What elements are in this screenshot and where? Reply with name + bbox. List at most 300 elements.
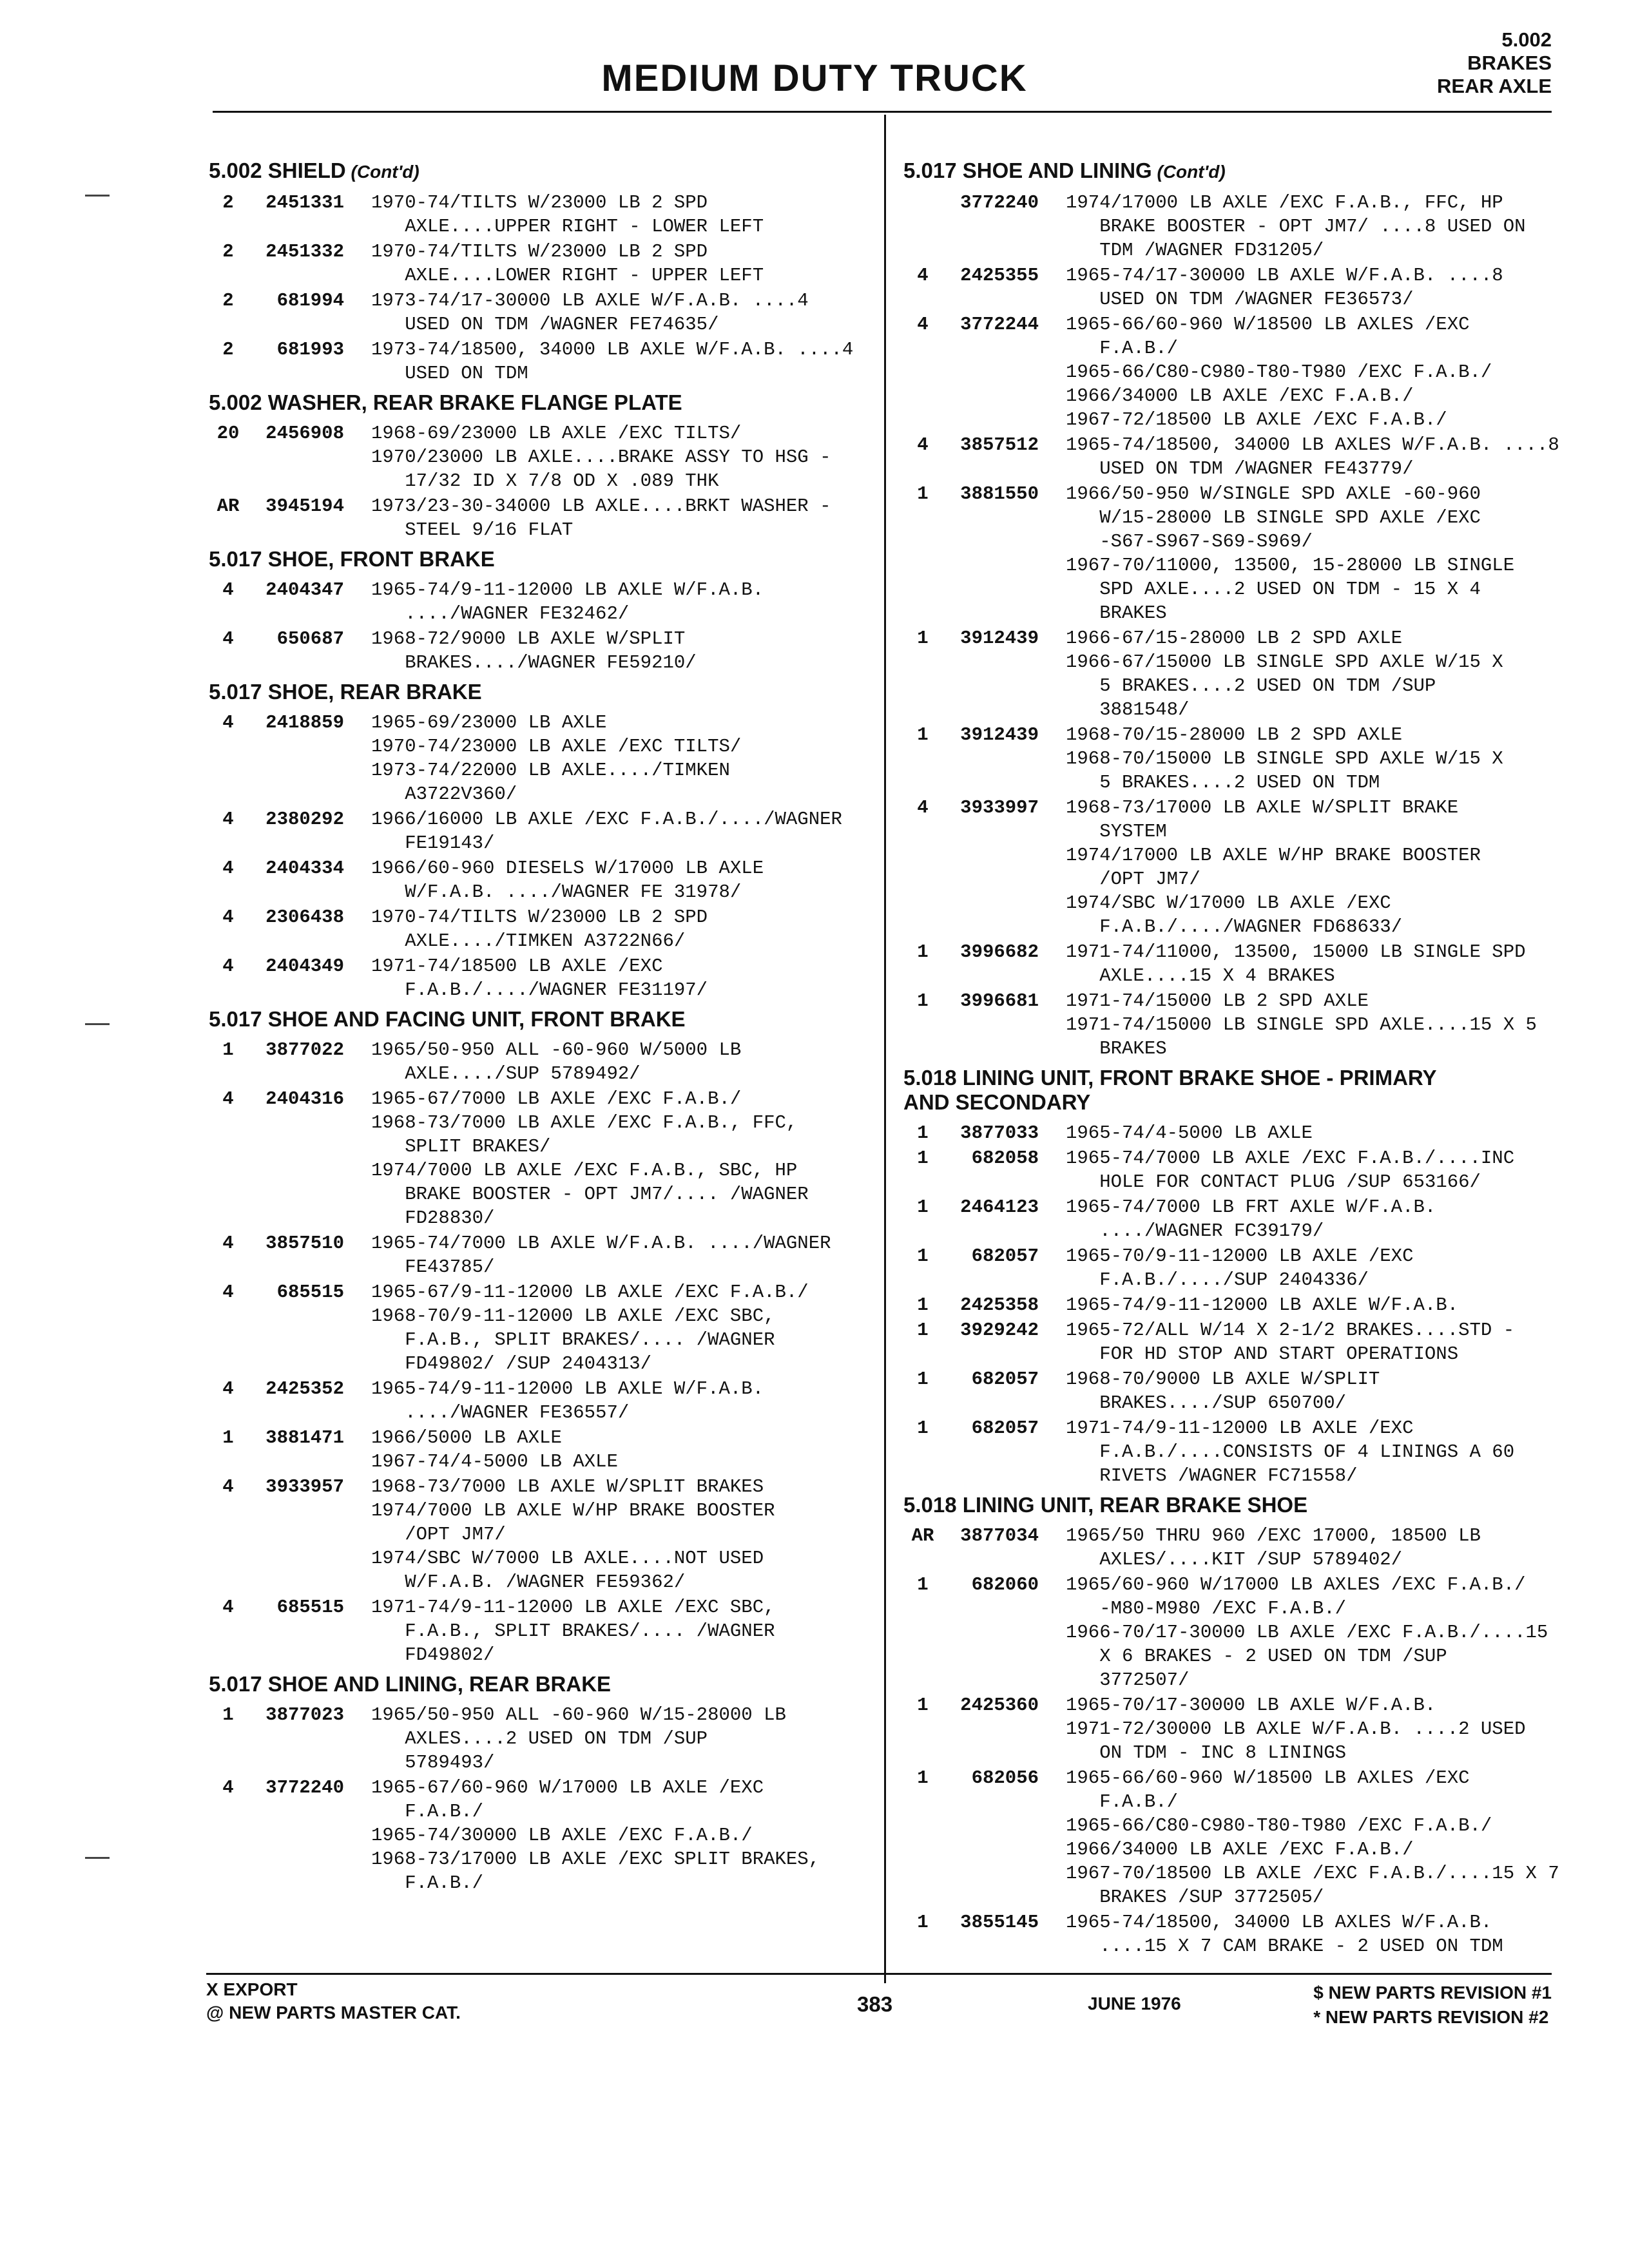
description-line: 1974/7000 LB AXLE W/HP BRAKE BOOSTER — [371, 1500, 775, 1521]
part-entry — [209, 1377, 872, 1425]
description-line: ..../WAGNER FC39179/ — [1066, 1220, 1324, 1242]
part-number: 2418859 — [265, 712, 344, 733]
part-description — [1066, 796, 1548, 939]
description-line: /OPT JM7/ — [371, 1524, 506, 1545]
part-number: 685515 — [276, 1282, 344, 1303]
legend-revision-2: * NEW PARTS REVISION #2 — [1313, 2007, 1549, 2027]
quantity: 1 — [917, 724, 929, 745]
description-line: FE19143/ — [371, 832, 495, 854]
description-line: 1968-70/9-11-12000 LB AXLE /EXC SBC, — [371, 1305, 775, 1327]
part-description — [1066, 1367, 1548, 1415]
description-line: 1968-73/17000 LB AXLE W/SPLIT BRAKE — [1066, 797, 1459, 818]
part-number: 3929242 — [960, 1320, 1039, 1341]
legend-master-cat: @ NEW PARTS MASTER CAT. — [206, 2003, 461, 2023]
description-line: 1966/34000 LB AXLE /EXC F.A.B./ — [1066, 385, 1414, 407]
description-line: 1968-73/7000 LB AXLE W/SPLIT BRAKES — [371, 1476, 764, 1497]
description-line: 1973/23-30-34000 LB AXLE....BRKT WASHER - — [371, 495, 831, 517]
section-subname: REAR AXLE — [1437, 75, 1552, 97]
part-entry — [209, 1038, 872, 1086]
quantity: 1 — [917, 483, 929, 505]
page-number: 383 — [857, 1992, 893, 2016]
part-number: 681993 — [276, 339, 344, 360]
quantity: 2 — [222, 241, 234, 262]
quantity: 4 — [222, 712, 234, 733]
description-line: F.A.B./ — [1066, 338, 1179, 359]
part-entry — [903, 482, 1548, 625]
section-reference — [1437, 28, 1552, 98]
description-line: AXLES/....KIT /SUP 5789402/ — [1066, 1549, 1403, 1570]
left-column — [209, 153, 872, 1896]
part-number: 3772244 — [960, 314, 1039, 335]
description-line: 1974/SBC W/7000 LB AXLE....NOT USED — [371, 1548, 764, 1569]
part-entry — [903, 1121, 1548, 1145]
description-line: 1973-74/18500, 34000 LB AXLE W/F.A.B. ....4 — [371, 339, 854, 360]
part-number: 3881471 — [265, 1427, 344, 1448]
part-description — [1066, 1573, 1548, 1692]
description-line: 1974/7000 LB AXLE /EXC F.A.B., SBC, HP — [371, 1160, 798, 1181]
part-entry — [903, 1146, 1548, 1194]
part-entry — [209, 711, 872, 806]
description-line: 1965-72/ALL W/14 X 2-1/2 BRAKES....STD - — [1066, 1320, 1515, 1341]
punch-mark — [85, 1857, 110, 1859]
description-line: 1971-74/15000 LB SINGLE SPD AXLE....15 X 5 — [1066, 1014, 1537, 1035]
description-line: 1971-72/30000 LB AXLE W/F.A.B. ....2 USED — [1066, 1718, 1526, 1740]
description-line: 1970-74/TILTS W/23000 LB 2 SPD — [371, 907, 708, 928]
description-line: TDM /WAGNER FD31205/ — [1066, 240, 1324, 261]
description-line: 1965-74/9-11-12000 LB AXLE W/F.A.B. — [1066, 1294, 1459, 1316]
description-line: 1965-66/C80-C980-T80-T980 /EXC F.A.B./ — [1066, 1815, 1492, 1836]
description-line: 1974/17000 LB AXLE W/HP BRAKE BOOSTER — [1066, 845, 1481, 866]
part-number: 2306438 — [265, 907, 344, 928]
description-line: 1965-74/18500, 34000 LB AXLES W/F.A.B. — [1066, 1912, 1492, 1933]
description-line: 1965-70/17-30000 LB AXLE W/F.A.B. — [1066, 1695, 1436, 1716]
description-line: 1970-74/TILTS W/23000 LB 2 SPD — [371, 192, 708, 213]
part-entry — [209, 1475, 872, 1594]
part-entry — [903, 1318, 1548, 1366]
part-entry — [903, 796, 1548, 939]
quantity: 4 — [917, 265, 929, 286]
page-title: MEDIUM DUTY TRUCK — [601, 57, 1028, 99]
description-line: 1965/60-960 W/17000 LB AXLES /EXC F.A.B./ — [1066, 1574, 1526, 1595]
part-entry — [209, 1280, 872, 1376]
description-line: BRAKES — [1066, 1038, 1167, 1059]
description-line: FOR HD STOP AND START OPERATIONS — [1066, 1343, 1459, 1365]
description-line: FD49802/ /SUP 2404313/ — [371, 1353, 652, 1374]
part-number: 2425358 — [960, 1294, 1039, 1316]
description-line: 1965-66/60-960 W/18500 LB AXLES /EXC — [1066, 1767, 1470, 1789]
description-line: ..../WAGNER FE36557/ — [371, 1402, 630, 1423]
description-line: 5789493/ — [371, 1752, 495, 1773]
part-description — [371, 627, 872, 675]
part-number: 681994 — [276, 290, 344, 311]
part-description — [1066, 1293, 1548, 1317]
description-line: 1965-66/C80-C980-T80-T980 /EXC F.A.B./ — [1066, 361, 1492, 383]
part-description — [371, 1377, 872, 1425]
part-number: 2425360 — [960, 1695, 1039, 1716]
quantity: 1 — [917, 628, 929, 649]
issue-date: JUNE 1976 — [1088, 1994, 1181, 2013]
legend-revision-1: $ NEW PARTS REVISION #1 — [1313, 1983, 1552, 2003]
quantity: 1 — [917, 1418, 929, 1439]
part-description — [371, 1595, 872, 1667]
section-name: BRAKES — [1467, 52, 1552, 74]
part-number: 3877033 — [960, 1122, 1039, 1144]
quantity: 4 — [222, 1378, 234, 1399]
part-number: 2380292 — [265, 809, 344, 830]
part-number: 3877034 — [960, 1525, 1039, 1546]
description-line: 1966-67/15-28000 LB 2 SPD AXLE — [1066, 628, 1403, 649]
section-heading: 5.017 SHOE AND LINING (Cont'd) — [903, 159, 1226, 182]
section-heading: 5.017 SHOE, REAR BRAKE — [209, 680, 482, 704]
description-line: 1971-74/15000 LB 2 SPD AXLE — [1066, 990, 1369, 1012]
description-line: HOLE FOR CONTACT PLUG /SUP 653166/ — [1066, 1171, 1481, 1193]
section-heading: 5.017 SHOE, FRONT BRAKE — [209, 547, 495, 571]
description-line: F.A.B./ — [371, 1872, 484, 1894]
quantity: 4 — [222, 858, 234, 879]
part-description — [371, 240, 872, 287]
part-entry — [903, 989, 1548, 1061]
part-description — [371, 421, 872, 493]
part-entry — [209, 494, 872, 542]
quantity: 4 — [222, 1777, 234, 1798]
part-entry — [903, 940, 1548, 988]
part-entry — [903, 1766, 1559, 1909]
right-column — [903, 153, 1559, 1959]
part-entry — [209, 954, 872, 1002]
continued-label: (Cont'd) — [1152, 162, 1226, 182]
quantity: 4 — [222, 628, 234, 649]
part-entry — [903, 312, 1548, 432]
part-entry — [209, 627, 872, 675]
description-line: 1968-70/15000 LB SINGLE SPD AXLE W/15 X — [1066, 748, 1503, 769]
description-line: 1965-66/60-960 W/18500 LB AXLES /EXC — [1066, 314, 1470, 335]
part-description — [371, 711, 872, 806]
part-number: 2425355 — [960, 265, 1039, 286]
quantity: 4 — [917, 434, 929, 456]
description-line: /OPT JM7/ — [1066, 869, 1200, 890]
quantity: 1 — [917, 1122, 929, 1144]
part-entry — [209, 1087, 872, 1230]
part-description — [371, 289, 872, 336]
description-line: -S67-S967-S69-S969/ — [1066, 531, 1313, 552]
part-entry — [209, 1595, 872, 1667]
description-line: F.A.B., SPLIT BRAKES/.... /WAGNER — [371, 1620, 775, 1642]
description-line: 1970/23000 LB AXLE....BRAKE ASSY TO HSG - — [371, 447, 831, 468]
part-description — [1066, 1693, 1548, 1765]
description-line: BRAKES /SUP 3772505/ — [1066, 1887, 1324, 1908]
description-line: 3772507/ — [1066, 1669, 1190, 1691]
part-description — [371, 191, 872, 238]
description-line: FD49802/ — [371, 1644, 495, 1666]
part-number: 2456908 — [265, 423, 344, 444]
part-description — [371, 856, 872, 904]
description-line: BRAKE BOOSTER - OPT JM7/.... /WAGNER — [371, 1184, 809, 1205]
part-number: 682058 — [971, 1148, 1039, 1169]
description-line: SPD AXLE....2 USED ON TDM - 15 X 4 — [1066, 579, 1481, 600]
part-description — [371, 1426, 872, 1474]
description-line: USED ON TDM /WAGNER FE43779/ — [1066, 458, 1414, 479]
part-entry — [209, 289, 872, 336]
part-number: 2404334 — [265, 858, 344, 879]
description-line: 1965/50-950 ALL -60-960 W/5000 LB — [371, 1039, 742, 1061]
footer-legend-left — [206, 1978, 461, 2024]
quantity: 1 — [917, 1294, 929, 1316]
part-description — [371, 1087, 872, 1230]
description-line: AXLE....UPPER RIGHT - LOWER LEFT — [371, 216, 764, 237]
part-description — [371, 1038, 872, 1086]
section-heading: 5.002 SHIELD (Cont'd) — [209, 159, 419, 182]
part-number: 3945194 — [265, 495, 344, 517]
part-number: 3996682 — [960, 941, 1039, 963]
description-line: 3881548/ — [1066, 699, 1190, 720]
part-entry — [903, 264, 1548, 311]
part-description — [1066, 264, 1548, 311]
part-number: 2404347 — [265, 579, 344, 601]
description-line: 17/32 ID X 7/8 OD X .089 THK — [371, 470, 719, 492]
description-line: 1968-70/15-28000 LB 2 SPD AXLE — [1066, 724, 1403, 745]
description-line: 1971-74/11000, 13500, 15000 LB SINGLE SPD — [1066, 941, 1526, 963]
description-line: A3722V360/ — [371, 783, 517, 805]
description-line: 1965-67/60-960 W/17000 LB AXLE /EXC — [371, 1777, 764, 1798]
quantity: 4 — [222, 1597, 234, 1618]
part-entry — [903, 1416, 1548, 1488]
description-line: FD28830/ — [371, 1207, 495, 1229]
section-heading: 5.018 LINING UNIT, REAR BRAKE SHOE — [903, 1493, 1308, 1517]
description-line: 1965-74/7000 LB AXLE /EXC F.A.B./....INC — [1066, 1148, 1515, 1169]
description-line: 1966/34000 LB AXLE /EXC F.A.B./ — [1066, 1839, 1414, 1860]
description-line: -M80-M980 /EXC F.A.B./ — [1066, 1598, 1347, 1619]
part-entry — [903, 1910, 1548, 1958]
quantity: 4 — [222, 1282, 234, 1303]
description-line: 1965-74/4-5000 LB AXLE — [1066, 1122, 1313, 1144]
section-heading: 5.017 SHOE AND LINING, REAR BRAKE — [209, 1672, 612, 1696]
quantity: 1 — [917, 1245, 929, 1267]
description-line: 1965-74/7000 LB AXLE W/F.A.B. ..../WAGNER — [371, 1233, 831, 1254]
description-line: USED ON TDM /WAGNER FE74635/ — [371, 314, 719, 335]
quantity: AR — [911, 1525, 934, 1546]
part-entry — [903, 191, 1548, 262]
part-description — [371, 578, 872, 626]
description-line: BRAKE BOOSTER - OPT JM7/ ....8 USED ON — [1066, 216, 1526, 237]
part-entry — [209, 807, 872, 855]
description-line: 1965-74/17-30000 LB AXLE W/F.A.B. ....8 — [1066, 265, 1503, 286]
description-line: 5 BRAKES....2 USED ON TDM /SUP — [1066, 675, 1436, 697]
description-line: AXLE..../SUP 5789492/ — [371, 1063, 641, 1084]
description-line: W/F.A.B. /WAGNER FE59362/ — [371, 1571, 686, 1593]
section-heading: 5.018 LINING UNIT, FRONT BRAKE SHOE - PRIMARY AND SECONDARY — [903, 1066, 1437, 1114]
punch-mark — [85, 195, 110, 197]
part-number: 3877023 — [265, 1704, 344, 1725]
part-entry — [209, 1231, 872, 1279]
part-number: 2464123 — [960, 1196, 1039, 1218]
description-line: 1966/5000 LB AXLE — [371, 1427, 562, 1448]
description-line: BRAKES — [1066, 602, 1167, 624]
quantity: 2 — [222, 339, 234, 360]
description-line: 1965-70/9-11-12000 LB AXLE /EXC — [1066, 1245, 1414, 1267]
part-entry — [903, 723, 1548, 794]
description-line: 5 BRAKES....2 USED ON TDM — [1066, 772, 1380, 793]
description-line: 1974/SBC W/17000 LB AXLE /EXC — [1066, 892, 1391, 914]
part-description — [1066, 1766, 1559, 1909]
part-entry — [903, 1367, 1548, 1415]
description-line: ....15 X 7 CAM BRAKE - 2 USED ON TDM — [1066, 1936, 1503, 1957]
description-line: F.A.B./ — [371, 1801, 484, 1822]
part-number: 3933997 — [960, 797, 1039, 818]
description-line: X 6 BRAKES - 2 USED ON TDM /SUP — [1066, 1646, 1447, 1667]
description-line: 1966/16000 LB AXLE /EXC F.A.B./..../WAGNER — [371, 809, 842, 830]
part-description — [371, 954, 872, 1002]
description-line: F.A.B./ — [1066, 1791, 1179, 1812]
part-description — [1066, 626, 1548, 722]
part-number: 2404316 — [265, 1088, 344, 1110]
description-line: 1970-74/TILTS W/23000 LB 2 SPD — [371, 241, 708, 262]
part-description — [371, 1231, 872, 1279]
description-line: SYSTEM — [1066, 821, 1167, 842]
description-line: 1968-73/17000 LB AXLE /EXC SPLIT BRAKES, — [371, 1849, 820, 1870]
quantity: 1 — [917, 1767, 929, 1789]
part-description — [1066, 989, 1548, 1061]
description-line: 1966/60-960 DIESELS W/17000 LB AXLE — [371, 858, 764, 879]
part-entry — [903, 1573, 1548, 1692]
description-line: 1965-74/9-11-12000 LB AXLE W/F.A.B. — [371, 579, 764, 601]
part-number: 3912439 — [960, 628, 1039, 649]
part-entry — [209, 1776, 872, 1895]
description-line: RIVETS /WAGNER FC71558/ — [1066, 1465, 1358, 1486]
part-number: 682057 — [971, 1245, 1039, 1267]
part-entry — [903, 1293, 1548, 1317]
description-line: 1967-72/18500 LB AXLE /EXC F.A.B./ — [1066, 409, 1447, 430]
description-line: W/15-28000 LB SINGLE SPD AXLE /EXC — [1066, 507, 1481, 528]
description-line: 1965-74/18500, 34000 LB AXLES W/F.A.B. ....8 — [1066, 434, 1559, 456]
legend-export: X EXPORT — [206, 1979, 298, 1999]
section-heading: 5.002 WASHER, REAR BRAKE FLANGE PLATE — [209, 390, 682, 414]
description-line: 1965/50-950 ALL -60-960 W/15-28000 LB — [371, 1704, 786, 1725]
description-line: 1968-69/23000 LB AXLE /EXC TILTS/ — [371, 423, 742, 444]
description-line: USED ON TDM — [371, 363, 528, 384]
quantity: 4 — [917, 314, 929, 335]
punch-mark — [85, 1023, 110, 1025]
header-rule — [213, 111, 1552, 113]
part-description — [1066, 433, 1559, 481]
part-number: 3857510 — [265, 1233, 344, 1254]
quantity: 4 — [222, 1476, 234, 1497]
quantity: 1 — [917, 1695, 929, 1716]
part-description — [1066, 1244, 1548, 1292]
description-line: F.A.B./..../WAGNER FE31197/ — [371, 979, 708, 1001]
quantity: 1 — [222, 1039, 234, 1061]
footer-rule — [206, 1973, 1552, 1975]
part-entry — [209, 856, 872, 904]
quantity: 4 — [222, 1233, 234, 1254]
part-entry — [903, 626, 1548, 722]
part-number: 3877022 — [265, 1039, 344, 1061]
part-description — [1066, 1318, 1548, 1366]
part-entry — [209, 191, 872, 238]
quantity: 1 — [917, 1369, 929, 1390]
description-line: ON TDM - INC 8 LININGS — [1066, 1742, 1347, 1763]
description-line: 1968-73/7000 LB AXLE /EXC F.A.B., FFC, — [371, 1112, 798, 1133]
description-line: 1970-74/23000 LB AXLE /EXC TILTS/ — [371, 736, 742, 757]
part-number: 2425352 — [265, 1378, 344, 1399]
part-description — [371, 338, 872, 385]
part-description — [1066, 723, 1548, 794]
description-line: 1973-74/22000 LB AXLE..../TIMKEN — [371, 760, 730, 781]
part-description — [1066, 1146, 1548, 1194]
part-number: 3855145 — [960, 1912, 1039, 1933]
section-number: 5.002 — [1501, 28, 1552, 51]
part-description — [371, 1703, 872, 1774]
description-line: 1971-74/18500 LB AXLE /EXC — [371, 956, 663, 977]
description-line: 1968-70/9000 LB AXLE W/SPLIT — [1066, 1369, 1380, 1390]
part-entry — [209, 1703, 872, 1774]
description-line: USED ON TDM /WAGNER FE36573/ — [1066, 289, 1414, 310]
part-entry — [209, 905, 872, 953]
footer-legend-right — [1313, 1981, 1552, 2030]
part-entry — [209, 240, 872, 287]
description-line: AXLE..../TIMKEN A3722N66/ — [371, 930, 686, 952]
part-description — [371, 1475, 872, 1594]
quantity: 4 — [222, 907, 234, 928]
quantity: 4 — [222, 956, 234, 977]
part-number: 682060 — [971, 1574, 1039, 1595]
part-description — [371, 807, 872, 855]
description-line: AXLE....15 X 4 BRAKES — [1066, 965, 1335, 986]
description-line: FE43785/ — [371, 1256, 495, 1278]
quantity: 1 — [917, 1320, 929, 1341]
part-entry — [209, 338, 872, 385]
part-description — [371, 494, 872, 542]
quantity: 2 — [222, 192, 234, 213]
quantity: 4 — [222, 809, 234, 830]
part-entry — [903, 1195, 1548, 1243]
description-line: 1965-74/30000 LB AXLE /EXC F.A.B./ — [371, 1825, 753, 1846]
description-line: F.A.B./..../SUP 2404336/ — [1066, 1269, 1369, 1291]
quantity: 4 — [917, 797, 929, 818]
part-number: 3772240 — [960, 192, 1039, 213]
quantity — [903, 191, 942, 262]
part-entry — [903, 433, 1559, 481]
part-number: 650687 — [276, 628, 344, 649]
part-entry — [903, 1524, 1548, 1571]
part-entry — [209, 1426, 872, 1474]
part-number: 685515 — [276, 1597, 344, 1618]
part-number: 2404349 — [265, 956, 344, 977]
description-line: 1966/50-950 W/SINGLE SPD AXLE -60-960 — [1066, 483, 1481, 505]
part-description — [1066, 1524, 1548, 1571]
section-heading: 5.017 SHOE AND FACING UNIT, FRONT BRAKE — [209, 1007, 686, 1031]
description-line: 1967-74/4-5000 LB AXLE — [371, 1451, 618, 1472]
part-number: 682056 — [971, 1767, 1039, 1789]
description-line: BRAKES..../WAGNER FE59210/ — [371, 652, 697, 673]
part-entry — [903, 1693, 1548, 1765]
description-line: 1965-69/23000 LB AXLE — [371, 712, 607, 733]
quantity: 1 — [917, 1574, 929, 1595]
description-line: AXLES....2 USED ON TDM /SUP — [371, 1728, 708, 1749]
description-line: 1973-74/17-30000 LB AXLE W/F.A.B. ....4 — [371, 290, 809, 311]
part-description — [1066, 1416, 1548, 1488]
quantity: 1 — [917, 1196, 929, 1218]
part-description — [1066, 1195, 1548, 1243]
description-line: 1965-67/9-11-12000 LB AXLE /EXC F.A.B./ — [371, 1282, 809, 1303]
part-entry — [209, 578, 872, 626]
part-number: 3881550 — [960, 483, 1039, 505]
description-line: 1967-70/18500 LB AXLE /EXC F.A.B./....15 X 7 — [1066, 1863, 1559, 1884]
part-entry — [903, 1244, 1548, 1292]
description-line: 1968-72/9000 LB AXLE W/SPLIT — [371, 628, 686, 649]
description-line: 1974/17000 LB AXLE /EXC F.A.B., FFC, HP — [1066, 192, 1503, 213]
description-line: 1965-74/7000 LB FRT AXLE W/F.A.B. — [1066, 1196, 1436, 1218]
part-number: 2451331 — [265, 192, 344, 213]
